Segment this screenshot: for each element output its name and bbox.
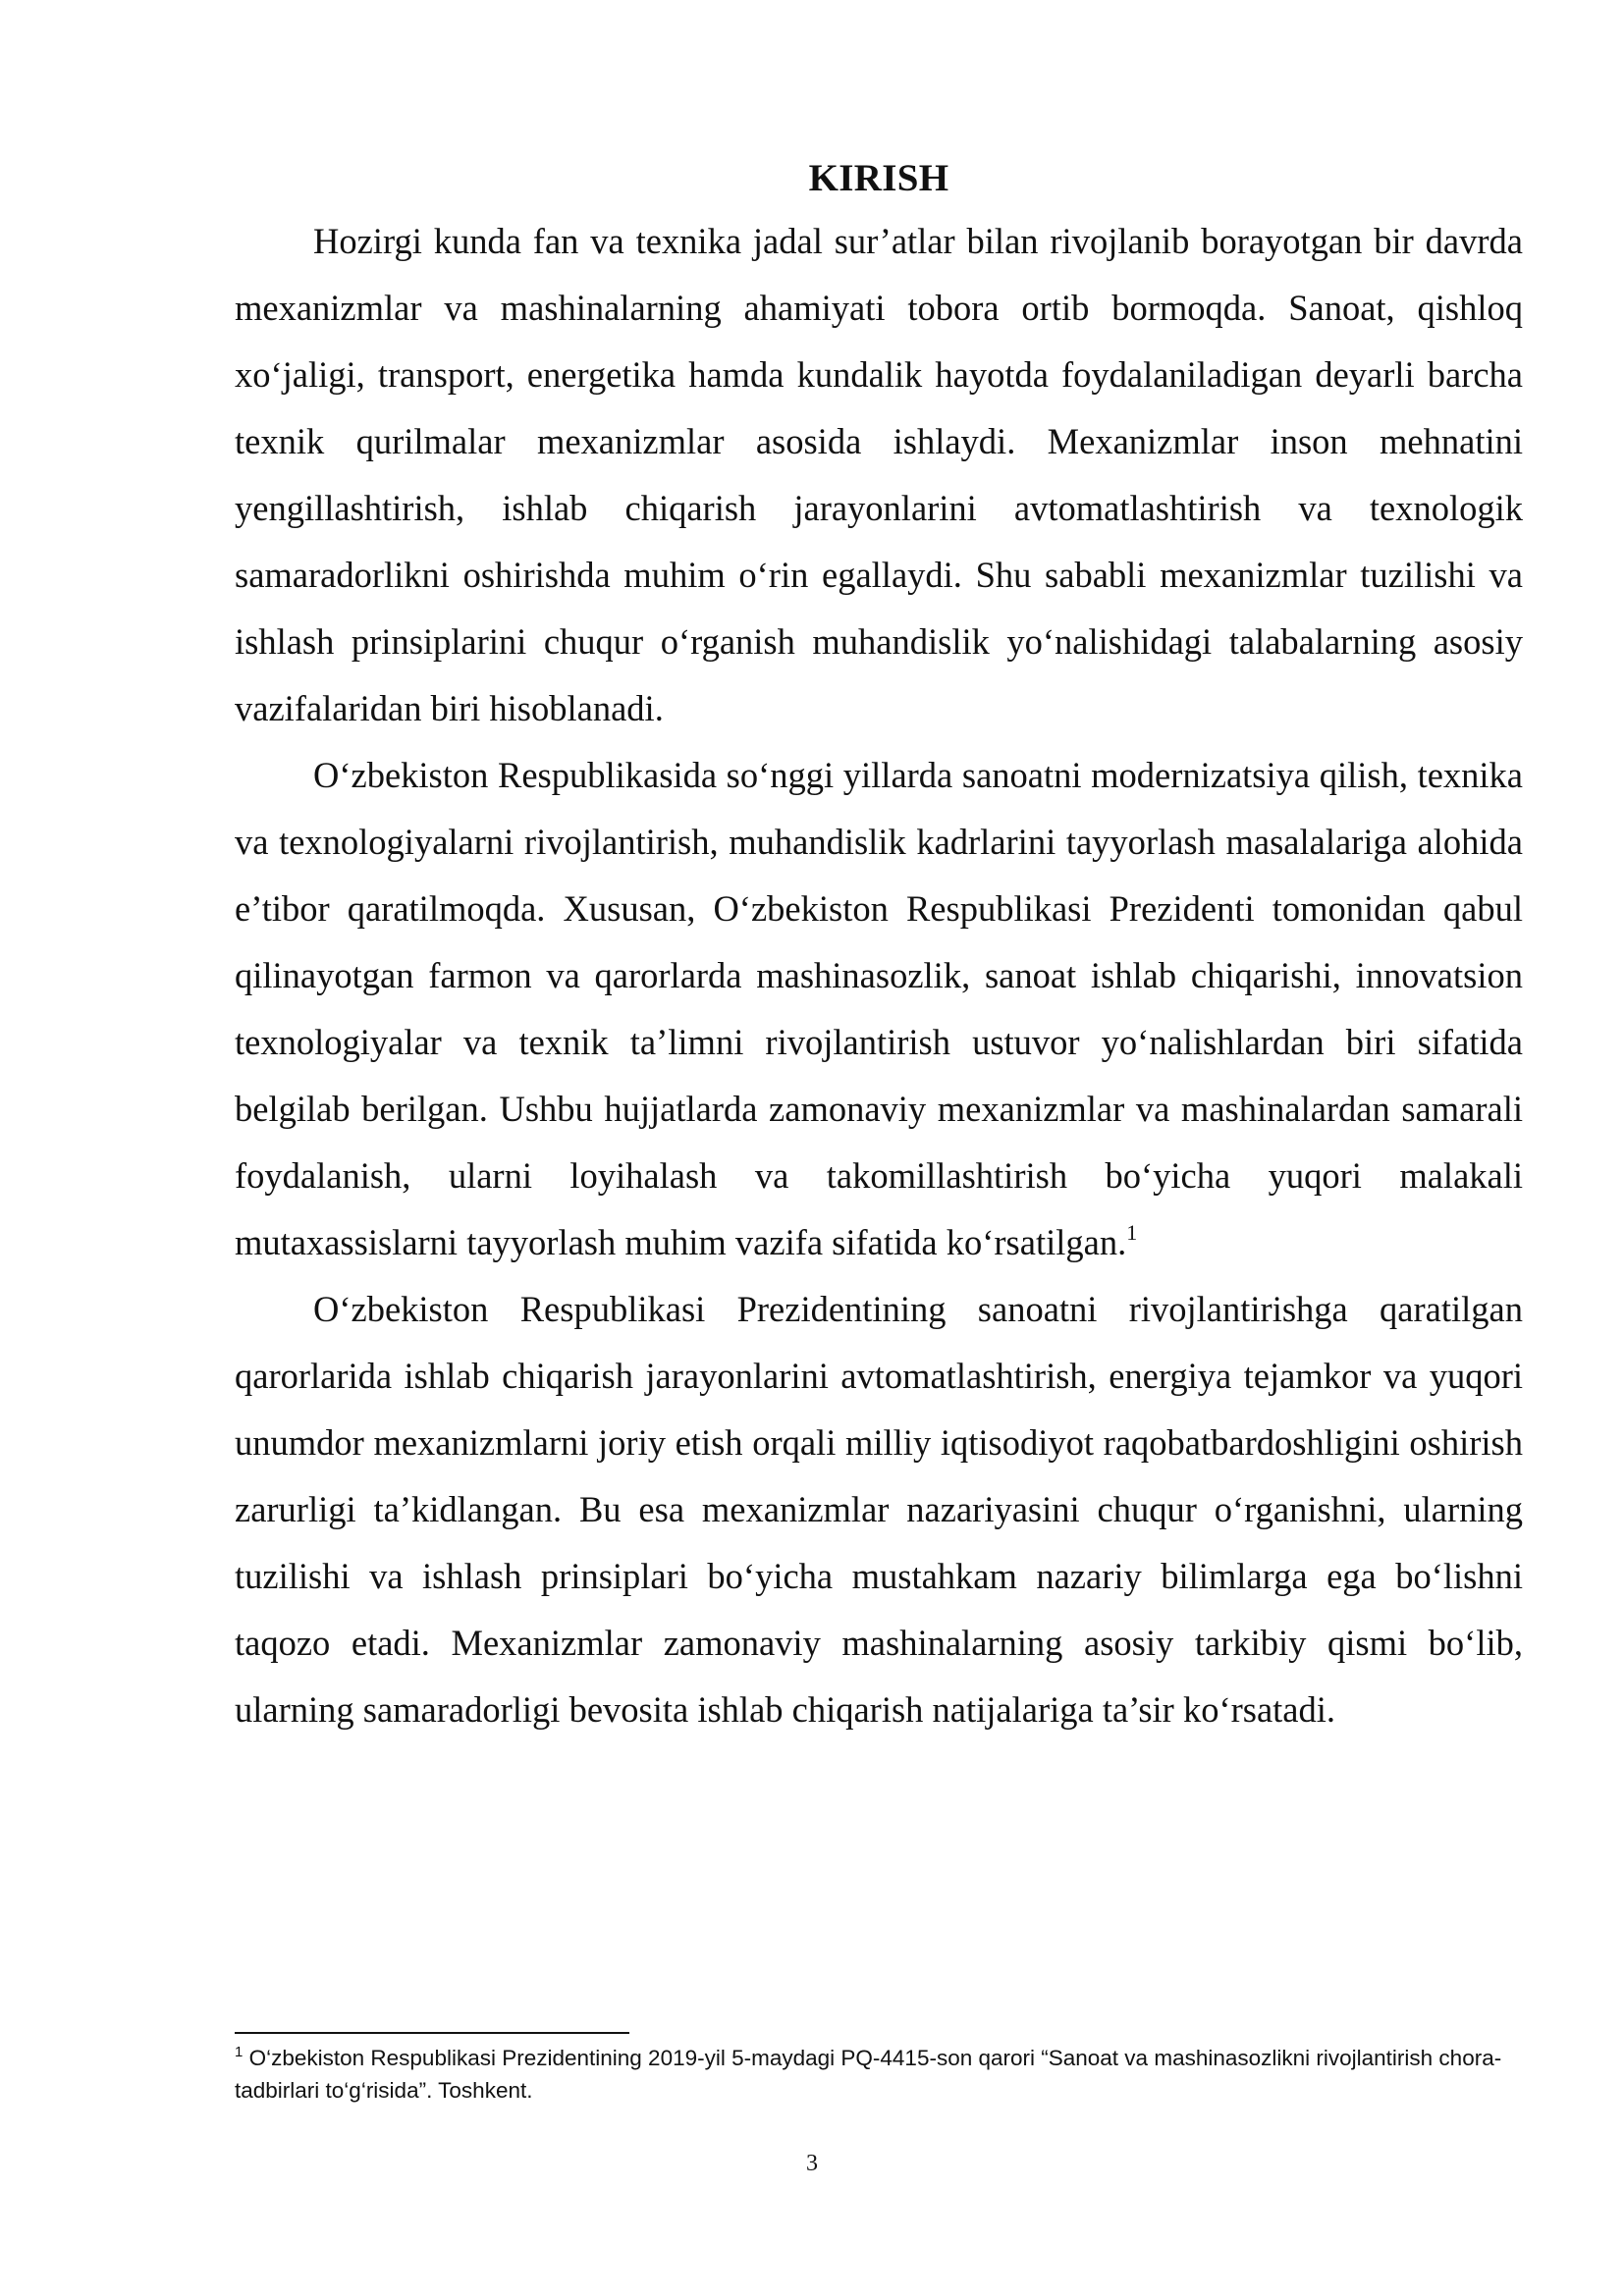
paragraph-1: Hozirgi kunda fan va texnika jadal sur’atlar bilan rivojlanib borayotgan bir davrda mexanizmlar va mashinalarning ahamiyati tobora ortib bormoqda. Sanoat, qishloq xo‘jaligi, transport, energetika hamda kundalik hayotda foydalaniladigan deyarli barcha texnik qurilmalar mexanizmlar asosida ishlaydi. Mexanizmlar inson mehnatini yengillashtirish, ishlab chiqarish jarayonlarini avtomatlashtirish va texnologik samaradorlikni oshirishda muhim o‘rin egallaydi. Shu sababli mexanizmlar tuzilishi va ishlash prinsiplarini chuqur o‘rganish muhandislik yo‘nalishidagi talabalarning asosiy vazifalaridan biri hisoblanadi. [235,221,1523,728]
paragraph-2-text: O‘zbekiston Respublikasida so‘nggi yillarda sanoatni modernizatsiya qilish, texnika va texnologiyalarni rivojlantirish, muhandislik kadrlarini tayyorlash masalalariga alohida e’tibor qaratilmoqda. Xususan, O‘zbekiston Respublikasi Prezidenti tomonidan qabul qilinayotgan farmon va qarorlarda mashinasozlik, sanoat ishlab chiqarishi, innovatsion texnologiyalar va texnik ta’limni rivojlantirish ustuvor yo‘nalishlardan biri sifatida belgilab berilgan. Ushbu hujjatlarda zamonaviy mexanizmlar va mashinalardan samarali foydalanish, ularni loyihalash va takomillashtirish bo‘yicha yuqori malakali mutaxassislarni tayyorlash muhim vazifa sifatida ko‘rsatilgan. [235,755,1523,1262]
footnote-text: O‘zbekiston Respublikasi Prezidentining 2019-yil 5-maydagi PQ-4415-son qarori “Sanoat va mashinasozlikni rivojlantirish chora-tadbirlari to‘g‘risida”. Toshkent. [235,2046,1502,2103]
page-title: KIRISH [808,157,949,199]
footnote-reference: 1 [1126,1219,1138,1245]
page-number: 3 [806,2151,818,2176]
footnote [235,2042,1523,2107]
paragraph-3: O‘zbekiston Respublikasi Prezidentining sanoatni rivojlantirishga qaratilgan qarorlarida ishlab chiqarish jarayonlarini avtomatlashtirish, energiya tejamkor va yuqori unumdor mexanizmlarni joriy etish orqali milliy iqtisodiyot raqobatbardoshligini oshirish zarurligi ta’kidlangan. Bu esa mexanizmlar nazariyasini chuqur o‘rganishni, ularning tuzilishi va ishlash prinsiplari bo‘yicha mustahkam nazariy bilimlarga ega bo‘lishni taqozo etadi. Mexanizmlar zamonaviy mashinalarning asosiy tarkibiy qismi bo‘lib, ularning samaradorligi bevosita ishlab chiqarish natijalariga ta’sir ko‘rsatadi. [235,1289,1523,1730]
paragraph-2 [235,742,1523,1276]
main-content [235,149,1523,1743]
footnote-marker: 1 [235,2043,244,2060]
footnote-separator [235,2032,629,2034]
